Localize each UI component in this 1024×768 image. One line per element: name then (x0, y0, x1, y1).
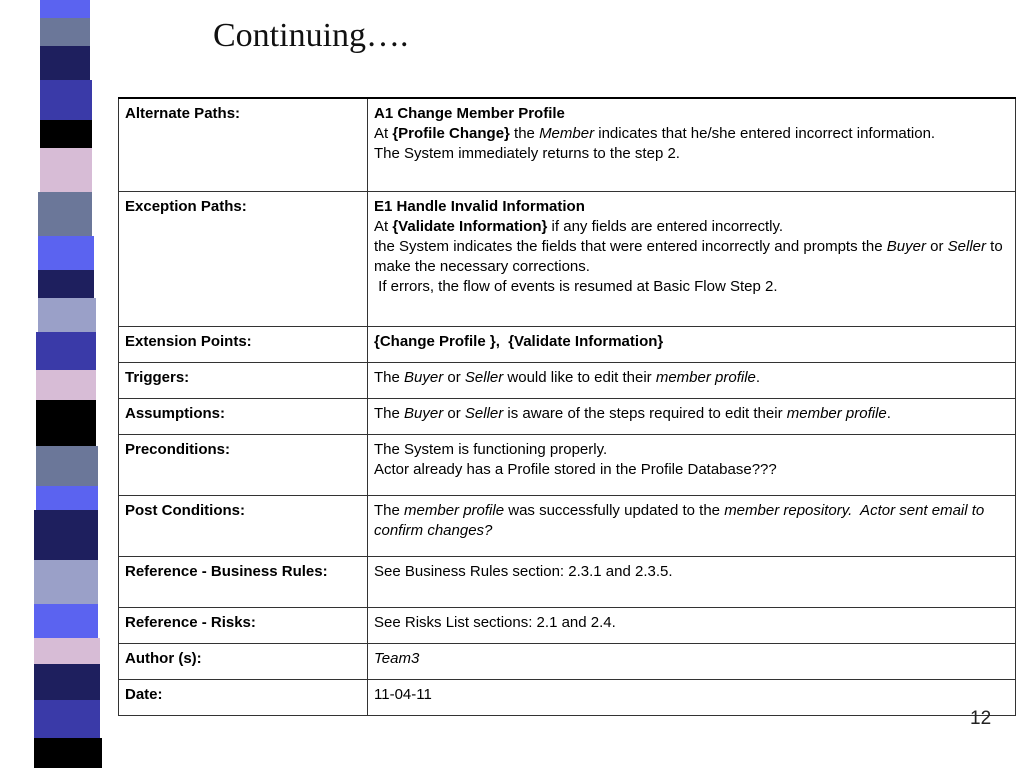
table-row (119, 434, 1016, 495)
table-row (119, 643, 1016, 679)
row-heading: A1 Change Member Profile (374, 105, 565, 122)
row-value (368, 643, 1016, 679)
row-label: Triggers: (119, 362, 368, 398)
text: or (925, 237, 948, 255)
text: At (374, 217, 393, 235)
row-label: Reference - Risks: (119, 607, 368, 643)
row-value: 11-04-11 (368, 679, 1016, 715)
row-label: Assumptions: (119, 398, 368, 434)
row-value (368, 362, 1016, 398)
table-row (119, 495, 1016, 556)
text: The (374, 368, 405, 386)
table-row (119, 362, 1016, 398)
text: indicates that he/she entered incorrect information. (594, 125, 936, 142)
table-row (119, 326, 1016, 362)
text: or (443, 368, 465, 386)
text-bold: {Validate Information} (392, 217, 548, 235)
row-label: Post Conditions: (119, 495, 368, 556)
row-label: Extension Points: (119, 326, 368, 362)
row-value (368, 434, 1016, 495)
text: The System immediately returns to the step 2. (374, 145, 680, 162)
text: the (509, 125, 540, 142)
row-label: Preconditions: (119, 434, 368, 495)
text: . (886, 404, 891, 422)
text-italic: Team3 (374, 649, 420, 667)
text: to make the necessary corrections. (374, 237, 1003, 275)
table-row (119, 556, 1016, 607)
row-label: Author (s): (119, 643, 368, 679)
page-number: 12 (970, 708, 992, 729)
text: the System indicates the fields that were entered incorrectly and prompts the (374, 237, 887, 255)
text-italic: member profile (786, 404, 887, 422)
row-value: See Risks List sections: 2.1 and 2.4. (368, 607, 1016, 643)
text: if any fields are entered incorrectly. (547, 217, 784, 235)
text: is aware of the steps required to edit their (503, 404, 787, 422)
text: If errors, the flow of events is resumed at Basic Flow Step 2. (374, 277, 778, 295)
row-value (368, 495, 1016, 556)
text-bold: {Profile Change} (392, 125, 510, 142)
text: The (374, 404, 405, 422)
text-italic: Seller (464, 368, 504, 386)
table-row (119, 607, 1016, 643)
text: The (374, 501, 405, 519)
row-value (368, 191, 1016, 326)
decorative-stripe (0, 0, 110, 768)
text-italic: Buyer (886, 237, 926, 255)
slide-title: Continuing…. (213, 17, 409, 54)
table-row (119, 398, 1016, 434)
text: or (443, 404, 465, 422)
row-value (368, 398, 1016, 434)
text-italic: Buyer (404, 404, 444, 422)
row-value (368, 326, 1016, 362)
text-italic: Member (539, 125, 595, 142)
text: was successfully updated to the (504, 501, 725, 519)
text-italic: member profile (404, 501, 505, 519)
text: Actor already has a Profile stored in the Profile Database??? (374, 460, 777, 478)
row-heading: E1 Handle Invalid Information (374, 197, 585, 215)
row-label: Reference - Business Rules: (119, 556, 368, 607)
table-row (119, 191, 1016, 326)
text: At (374, 125, 393, 142)
text: . (755, 368, 761, 386)
row-label: Date: (119, 679, 368, 715)
table-row (119, 679, 1016, 715)
text: would like to edit their (503, 368, 656, 386)
text-bold: {Change Profile }, {Validate Information} (374, 332, 664, 350)
table-row (119, 98, 1016, 191)
row-label: Exception Paths: (119, 191, 368, 326)
use-case-table (118, 97, 1016, 716)
text: The System is functioning properly. (374, 440, 608, 458)
row-value: See Business Rules section: 2.3.1 and 2.3.5. (368, 556, 1016, 607)
text-italic: Buyer (404, 368, 444, 386)
text-italic: Seller (947, 237, 986, 255)
row-value (368, 98, 1016, 191)
text-italic: Seller (464, 404, 504, 422)
row-label: Alternate Paths: (119, 98, 368, 191)
text-italic: member profile (655, 368, 756, 386)
text-italic: member repository. Actor sent email to confirm changes? (374, 501, 989, 539)
